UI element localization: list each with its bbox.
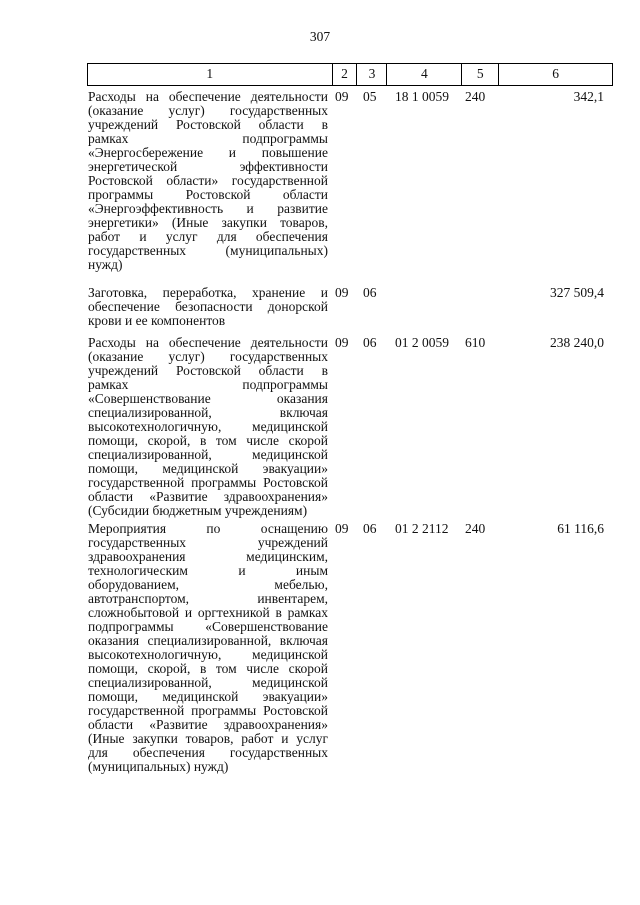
budget-table [87, 63, 613, 802]
row-section-code: 09 [335, 285, 349, 300]
table-row [87, 286, 613, 336]
row-description: Расходы на обеспечение деятельности (оказание услуг) государственных учреждений Ростовской области в рамках подпрограммы «Совершенствование оказания специализированной, включая высокотехнологичную, медицинской помощи, скорой, в том числе скорой специализированной, медицинской помощи, медицинской эвакуации» государственной программы Ростовской области «Развитие здравоохранения» (Субсидии бюджетным учреждениям) [88, 335, 328, 518]
page-number: 307 [309, 29, 331, 44]
table-row [87, 336, 613, 522]
row-description: Заготовка, переработка, хранение и обеспечение безопасности донорской крови и ее компонентов [88, 285, 328, 328]
header-cell-5: 5 [462, 64, 499, 85]
header-cell-2: 2 [333, 64, 358, 85]
row-target-article [387, 286, 462, 336]
row-subsection-code: 05 [363, 89, 377, 104]
row-expense-type: 240 [465, 521, 486, 536]
row-section-code: 09 [335, 521, 349, 536]
table-row [87, 522, 613, 802]
row-expense-type [462, 286, 499, 336]
row-target-article: 01 2 0059 [395, 335, 449, 350]
row-subsection-code: 06 [363, 521, 377, 536]
row-amount: 327 509,4 [550, 285, 604, 300]
row-section-code: 09 [335, 335, 349, 350]
table-header-row [87, 63, 613, 86]
row-subsection-code: 06 [363, 285, 377, 300]
row-subsection-code: 06 [363, 335, 377, 350]
row-amount: 342,1 [573, 89, 604, 104]
header-cell-6: 6 [499, 64, 613, 85]
row-section-code: 09 [335, 89, 349, 104]
row-target-article: 01 2 2112 [395, 521, 449, 536]
header-cell-3: 3 [357, 64, 387, 85]
row-expense-type: 610 [465, 335, 486, 350]
table-row [87, 86, 613, 286]
row-amount: 61 116,6 [557, 521, 604, 536]
row-description: Расходы на обеспечение деятельности (оказание услуг) государственных учреждений Ростовской области в рамках подпрограммы «Энергосбережение и повышение энергетической эффективности Ростовской области» государственной программы Ростовской области «Энергоэффективность и развитие энергетики» (Иные закупки товаров, работ и услуг для обеспечения государственных (муниципальных) нужд) [88, 89, 328, 272]
row-amount: 238 240,0 [550, 335, 604, 350]
header-cell-4: 4 [387, 64, 462, 85]
row-description: Мероприятия по оснащению государственных учреждений здравоохранения медицинским, технологическим и иным оборудованием, мебелью, автотранспортом, инвентарем, сложнобытовой и оргтехникой в рамках подпрограммы «Совершенствование оказания специализированной, включая высокотехнологичную, медицинской помощи, скорой, в том числе скорой специализированной, медицинской помощи, медицинской эвакуации» государственной программы Ростовской области «Развитие здравоохранения» (Иные закупки товаров, работ и услуг для обеспечения государственных (муниципальных) нужд) [88, 521, 328, 774]
header-cell-1: 1 [88, 64, 333, 85]
row-expense-type: 240 [465, 89, 486, 104]
row-target-article: 18 1 0059 [395, 89, 449, 104]
